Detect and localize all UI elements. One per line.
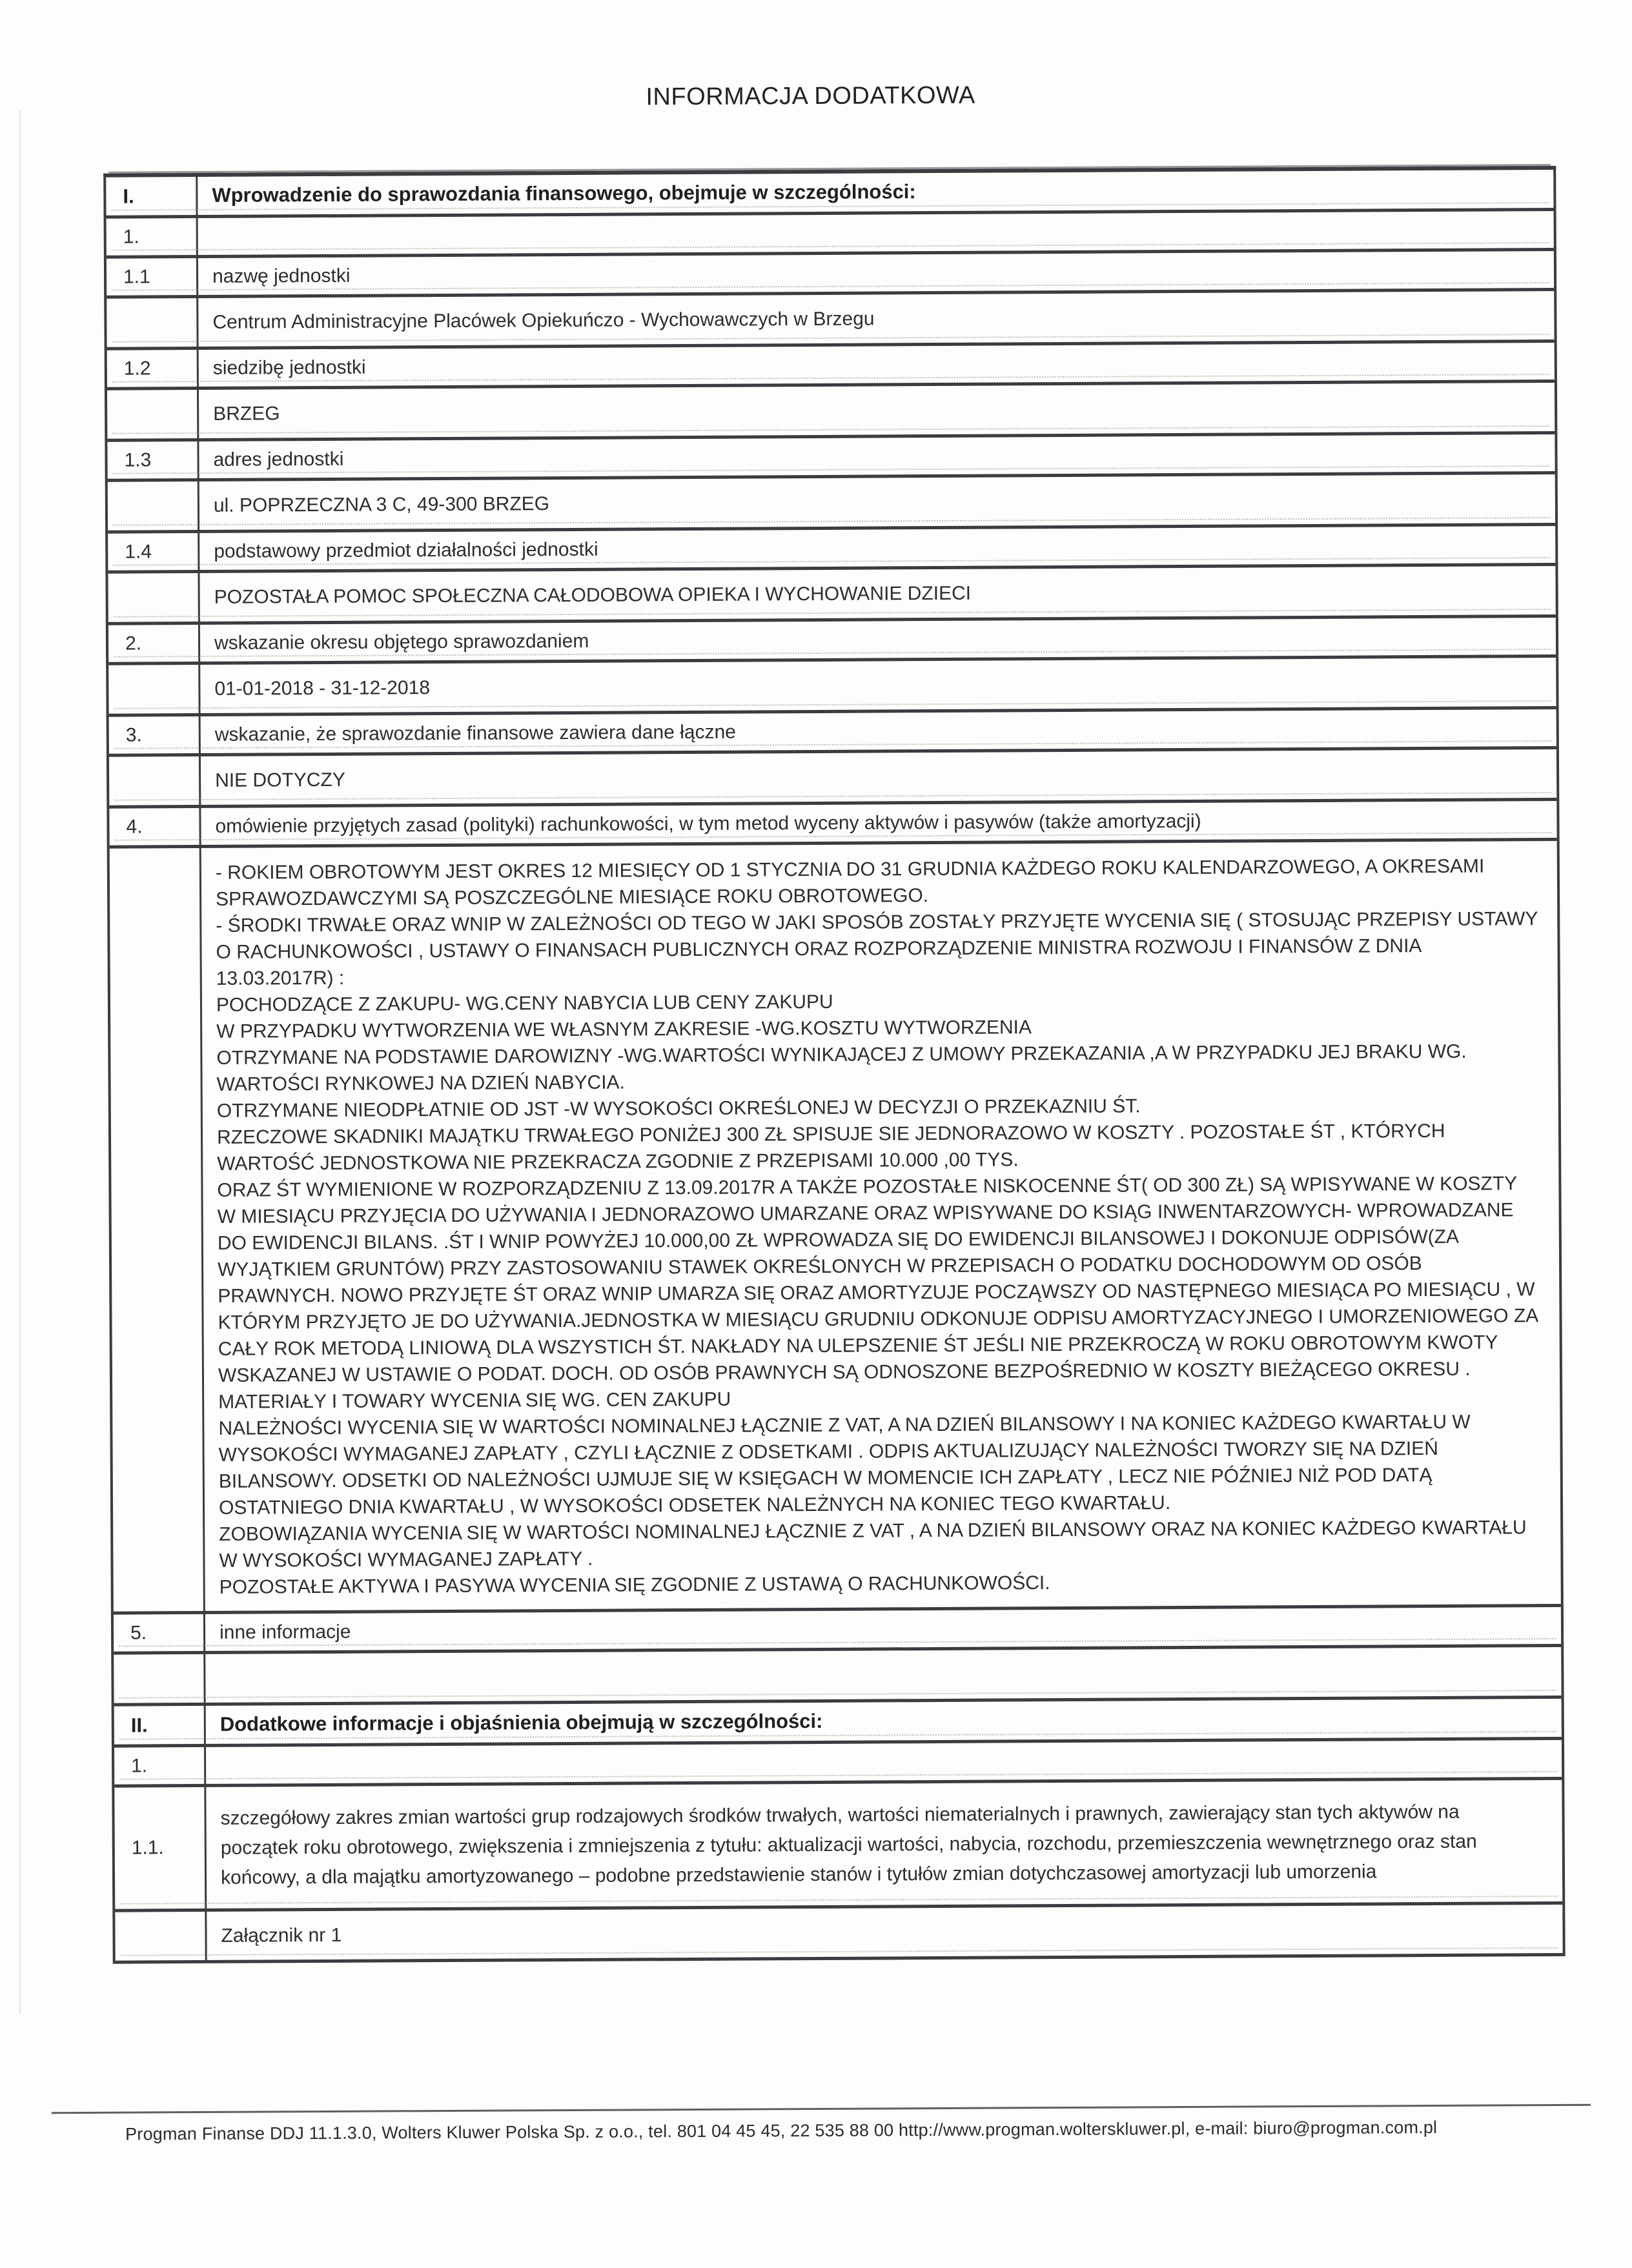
row-content: wskazanie, że sprawozdanie finansowe zawiera dane łączne xyxy=(214,721,736,745)
row-content: ul. POPRZECZNA 3 C, 49-300 BRZEG xyxy=(213,492,550,516)
row-content: szczegółowy zakres zmian wartości grup rodzajowych środków trwałych, wartości niematerialnych i prawnych, zawierający stan tych aktywów na początek roku obrotowego, zwiększenia i zmniejszenia z tytułu: aktualizacji wartości, nabycia, rozchodu, przemieszczenia wewnętrznego oraz stan końcowy, a dla majątku amortyzowanego – podobne przedstawienie stanów i tytułów zmian dotychczasowej amortyzacji lub umorzenia xyxy=(220,1801,1477,1888)
table-row xyxy=(108,658,1556,717)
row-content: Wprowadzenie do sprawozdania finansowego, obejmuje w szczególności: xyxy=(212,180,916,207)
row-number xyxy=(114,1654,205,1703)
row-number xyxy=(107,390,199,439)
table-row xyxy=(108,474,1555,534)
row-number: 1. xyxy=(114,1747,206,1785)
row-content: wskazanie okresu objętego sprawozdaniem xyxy=(214,630,589,654)
row-content: Dodatkowe informacje i objaśnienia obejmują w szczególności: xyxy=(219,1710,823,1736)
table-row xyxy=(109,709,1556,757)
table-row xyxy=(115,1905,1562,1964)
table-row xyxy=(107,343,1555,390)
footer-divider xyxy=(52,2104,1591,2114)
table-row xyxy=(109,749,1556,809)
table-row xyxy=(114,1647,1561,1706)
table-row xyxy=(114,1740,1562,1788)
row-content: nazwę jednostki xyxy=(212,265,351,287)
row-number xyxy=(107,298,198,347)
table-row xyxy=(107,251,1554,299)
footer-text: Progman Finanse DDJ 11.1.3.0, Wolters Kluwer Polska Sp. z o.o., tel. 801 04 45 45, 22 535 88 00 http://www.progman.wolterskluwer.pl, e-mail: biuro@progman.com.pl xyxy=(125,2117,1438,2144)
row-content: 01-01-2018 - 31-12-2018 xyxy=(214,676,431,700)
table-row xyxy=(114,1607,1561,1655)
row-number xyxy=(108,573,199,622)
table-row xyxy=(108,566,1555,625)
row-content xyxy=(205,1647,1561,1703)
row-number: 1. xyxy=(107,218,198,256)
row-content: - ROKIEM OBROTOWYM JEST OKRES 12 MIESIĘCY OD 1 STYCZNIA DO 31 GRUDNIA KAŻDEGO ROKU KALENDARZOWEGO, A OKRESAMI SPRAWOZDAWCZYMI SĄ POSZCZEGÓLNE MIESIĄCE ROKU OBROTOWEGO. - ŚRODKI TRWAŁE ORAZ WNIP W ZALEŻNOŚCI OD TEGO W JAKI SPOSÓB ZOSTAŁY PRZYJĘTE WYCENIA SIĘ ( STOSUJĄC PRZEPISY USTAWY O RACHUNKOWOŚCI , USTAWY O FINANSACH PUBLICZNYCH ORAZ ROZPORZĄDZENIE MINISTRA ROZWOJU I FINANSÓW Z DNIA 13.03.2017R) : POCHODZĄCE Z ZAKUPU- WG.CENY NABYCIA LUB CENY ZAKUPU W PRZYPADKU WYTWORZENIA WE WŁASNYM ZAKRESIE -WG.KOSZTU WYTWORZENIA OTRZYMANE NA PODSTAWIE DAROWIZNY -WG.WARTOŚCI WYNIKAJĄCEJ Z UMOWY PRZEKAZANIA ,A W PRZYPADKU JEJ BRAKU WG. WARTOŚCI RYNKOWEJ NA DZIEŃ NABYCIA. OTRZYMANE NIEODPŁATNIE OD JST -W WYSOKOŚCI OKREŚLONEJ W DECYZJI O PRZEKAZNIU ŚT. RZECZOWE SKADNIKI MAJĄTKU TRWAŁEGO PONIŻEJ 300 ZŁ SPISUJE SIE JEDNORAZOWO W KOSZTY . POZOSTAŁE ŚT , KTÓRYCH WARTOŚĆ JEDNOSTKOWA NIE PRZEKRACZA ZGODNIE Z PRZEPISAMI 10.000 ,00 TYS. ORAZ ŚT WYMIENIONE W ROZPORZĄDZENIU Z 13.09.2017R A TAKŻE POZOSTAŁE NISKOCENNE ŚT( OD 300 ZŁ) SĄ WPISYWANE W KOSZTY W MIESIĄCU PRZYJĘCIA DO UŻYWANIA I JEDNORAZOWO UMARZANE ORAZ WPISYWANE DO KSIĄG INWENTARZOWYCH- WPROWADZANE DO EWIDENCJI BILANS. .ŚT I WNIP POWYŻEJ 10.000,00 ZŁ WPROWADZA SIĘ DO EWIDENCJI BILANSOWEJ I DOKONUJE ODPISÓW(ZA WYJĄTKIEM GRUNTÓW) PRZY ZASTOSOWANIU STAWEK OKREŚLONYCH W PRZEPISACH O PODATKU DOCHODOWYM OD OSÓB PRAWNYCH. NOWO PRZYJĘTE ŚT ORAZ WNIP UMARZA SIĘ ORAZ AMORTYZUJE POCZĄWSZY OD NASTĘPNEGO MIESIĄCA PO MIESIĄCU , W KTÓRYM PRZYJĘTO JE DO UŻYWANIA.JEDNOSTKA W MIESIĄCU GRUDNIU ODKONUJE ODPISU AMORTYZACYJNEGO I UMORZENIOWEGO ZA CAŁY ROK METODĄ LINIOWĄ DLA WSZYSTICH ŚT. NAKŁADY NA ULEPSZENIE ŚT JEŚLI NIE PRZEKROCZĄ W ROKU OBROTOWYM KWOTY WSKAZANEJ W USTAWIE O PODAT. DOCH. OD OSÓB PRAWNYCH SĄ ODNOSZONE BEZPOŚREDNIO W KOSZTY BIEŻĄCEGO OKRESU . MATERIAŁY I TOWARY WYCENIA SIĘ WG. CEN ZAKUPU NALEŻNOŚCI WYCENIA SIĘ W WARTOŚCI NOMINALNEJ ŁĄCZNIE Z VAT, A NA DZIEŃ BILANSOWY I NA KONIEC KAŻDEGO KWARTAŁU W WYSOKOŚCI WYMAGANEJ ZAPŁATY , CZYLI ŁĄCZNIE Z ODSETKAMI . ODPIS AKTUALIZUJĄCY NALEŻNOŚCI TWORZY SIĘ NA DZIEŃ BILANSOWY. ODSETKI OD NALEŻNOŚCI UJMUJE SIĘ W KSIĘGACH W MOMENCIE ICH ZAPŁATY , LECZ NIE PÓŹNIEJ NIŻ POD DATĄ OSTATNIEGO DNIA KWARTAŁU , W WYSOKOŚCI ODSETEK NALEŻNYCH NA KONIEC TEGO KWARTAŁU. ZOBOWIĄZANIA WYCENIA SIĘ W WARTOŚCI NOMINALNEJ ŁĄCZNIE Z VAT , A NA DZIEŃ BILANSOWY ORAZ NA KONIEC KAŻDEGO KWARTAŁU W WYSOKOŚCI WYMAGANEJ ZAPŁATY . POZOSTAŁE AKTYWA I PASYWA WYCENIA SIĘ ZGODNIE Z USTAWĄ O RACHUNKOWOŚCI. xyxy=(215,855,1538,1598)
table-row xyxy=(114,1699,1562,1748)
row-number xyxy=(110,848,205,1612)
table-row xyxy=(108,618,1556,665)
row-content: NIE DOTYCZY xyxy=(215,769,345,791)
row-content xyxy=(198,211,1554,255)
row-number xyxy=(108,665,200,714)
page-title: INFORMACJA DODATKOWA xyxy=(646,81,975,111)
table-row xyxy=(110,841,1561,1615)
row-content: adres jednostki xyxy=(213,448,344,471)
row-number xyxy=(115,1912,207,1961)
row-content xyxy=(206,1740,1562,1784)
row-content: POZOSTAŁA POMOC SPOŁECZNA CAŁODOBOWA OPIEKA I WYCHOWANIE DZIECI xyxy=(214,582,972,608)
row-number: 5. xyxy=(114,1614,205,1652)
row-number: 1.2 xyxy=(107,350,199,387)
row-number xyxy=(108,481,199,531)
row-number: 1.1 xyxy=(107,258,198,296)
row-number xyxy=(109,756,201,805)
row-number: 1.1. xyxy=(114,1787,207,1909)
row-content: Centrum Administracyjne Placówek Opiekuńczo - Wychowawczych w Brzegu xyxy=(212,308,875,333)
row-content: siedzibę jednostki xyxy=(212,356,366,379)
table-row xyxy=(109,801,1556,849)
table-row xyxy=(106,170,1553,219)
row-number: 3. xyxy=(109,716,201,754)
row-number: 2. xyxy=(108,625,200,662)
table-row xyxy=(108,526,1555,574)
info-table xyxy=(103,166,1565,1964)
table-row xyxy=(107,211,1554,259)
row-content: BRZEG xyxy=(213,403,280,425)
table-row xyxy=(107,291,1554,350)
table-row xyxy=(107,434,1555,482)
table-row xyxy=(114,1780,1562,1912)
table-row xyxy=(107,383,1555,442)
row-content: omówienie przyjętych zasad (polityki) rachunkowości, w tym metod wyceny aktywów i pasywów (także amortyzacji) xyxy=(215,810,1201,837)
row-content: Załącznik nr 1 xyxy=(221,1924,342,1947)
row-number: I. xyxy=(106,177,198,216)
row-number: 1.3 xyxy=(107,441,199,479)
row-content: inne informacje xyxy=(219,1621,351,1643)
row-number: 4. xyxy=(109,808,201,845)
row-number: 1.4 xyxy=(108,533,199,571)
row-number: II. xyxy=(114,1706,206,1745)
row-content: podstawowy przedmiot działalności jednostki xyxy=(214,538,598,562)
